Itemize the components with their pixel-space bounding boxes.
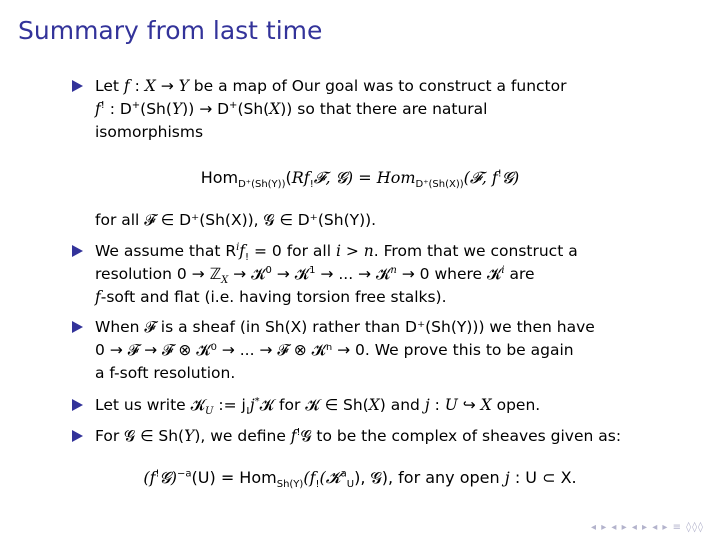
display-equation-2: (f!𝓖)$^{-a}$(U) = $Hom_{Sh(Y)}(f_!(𝓚^a_U)$, 𝓖), for any open j : U ⊂ X. bbox=[143, 468, 577, 491]
bullet-triangle-icon bbox=[72, 245, 83, 257]
bullet-3-line-2: 0 → 𝓕 → 𝓕 ⊗ 𝓚⁰ → ... → 𝓕 ⊗ 𝓚ⁿ → 0. We prove this to be again bbox=[95, 341, 574, 359]
bullet-2-line-1: We assume that $R^if_! = 0$ for all i > n. From that we construct a bbox=[95, 241, 578, 264]
bullet-3-line-3: a f-soft resolution. bbox=[95, 364, 236, 382]
bullet-4-line: Let us write 𝓚$_U$ := $j_!j^*𝓚$ for 𝓚 ∈ Sh(X) and j : U ↪ X open. bbox=[95, 395, 541, 418]
bullet-triangle-icon bbox=[72, 80, 83, 92]
bullet-1 bbox=[72, 75, 672, 144]
bullet-3-line-1: When 𝓕 is a sheaf (in Sh(X) rather than D⁺(Sh(Y))) we then have bbox=[95, 318, 595, 336]
bullet-1-line-1: Let f : X → Y be a map of Our goal was to construct a functor bbox=[95, 77, 567, 95]
bullet-1-continuation: for all 𝓕 ∈ D⁺(Sh(X)), 𝓖 ∈ D⁺(Sh(Y)). bbox=[95, 211, 377, 229]
bullet-2-line-3: f-soft and flat (i.e. having torsion free stalks). bbox=[95, 288, 447, 306]
bullet-triangle-icon bbox=[72, 399, 83, 411]
bullet-triangle-icon bbox=[72, 321, 83, 333]
display-equation-1: $Hom_{D^+(Sh(Y))}(Rf_!𝓕$, 𝓖) = Hom$_{D^+(Sh(X))}$(𝓕, f!𝓖) bbox=[200, 168, 520, 191]
bullet-1-line-3: isomorphisms bbox=[95, 123, 204, 141]
bullet-5 bbox=[72, 425, 672, 448]
bullet-4 bbox=[72, 394, 672, 417]
bullet-2-line-2: resolution 0 → ℤ$_X$ → 𝓚$^0$ → 𝓚$^1$ → ... → 𝓚$^n$ → 0 where 𝓚$^i$ are bbox=[95, 264, 535, 287]
bullet-1-line-2: f! : D+(Sh(Y)) → D+(Sh(X)) so that there are natural bbox=[95, 99, 488, 118]
beamer-navigation-icons[interactable]: ◂ ▸ ◂ ▸ ◂ ▸ ◂ ▸ ≡ ◊◊◊ bbox=[591, 522, 704, 533]
bullet-5-line: For 𝓖 ∈ Sh(Y), we define f!𝓖 to be the complex of sheaves given as: bbox=[95, 426, 622, 445]
bullet-2 bbox=[72, 240, 672, 309]
bullet-triangle-icon bbox=[72, 430, 83, 442]
bullet-3 bbox=[72, 316, 672, 385]
slide-title: Summary from last time bbox=[18, 16, 323, 45]
